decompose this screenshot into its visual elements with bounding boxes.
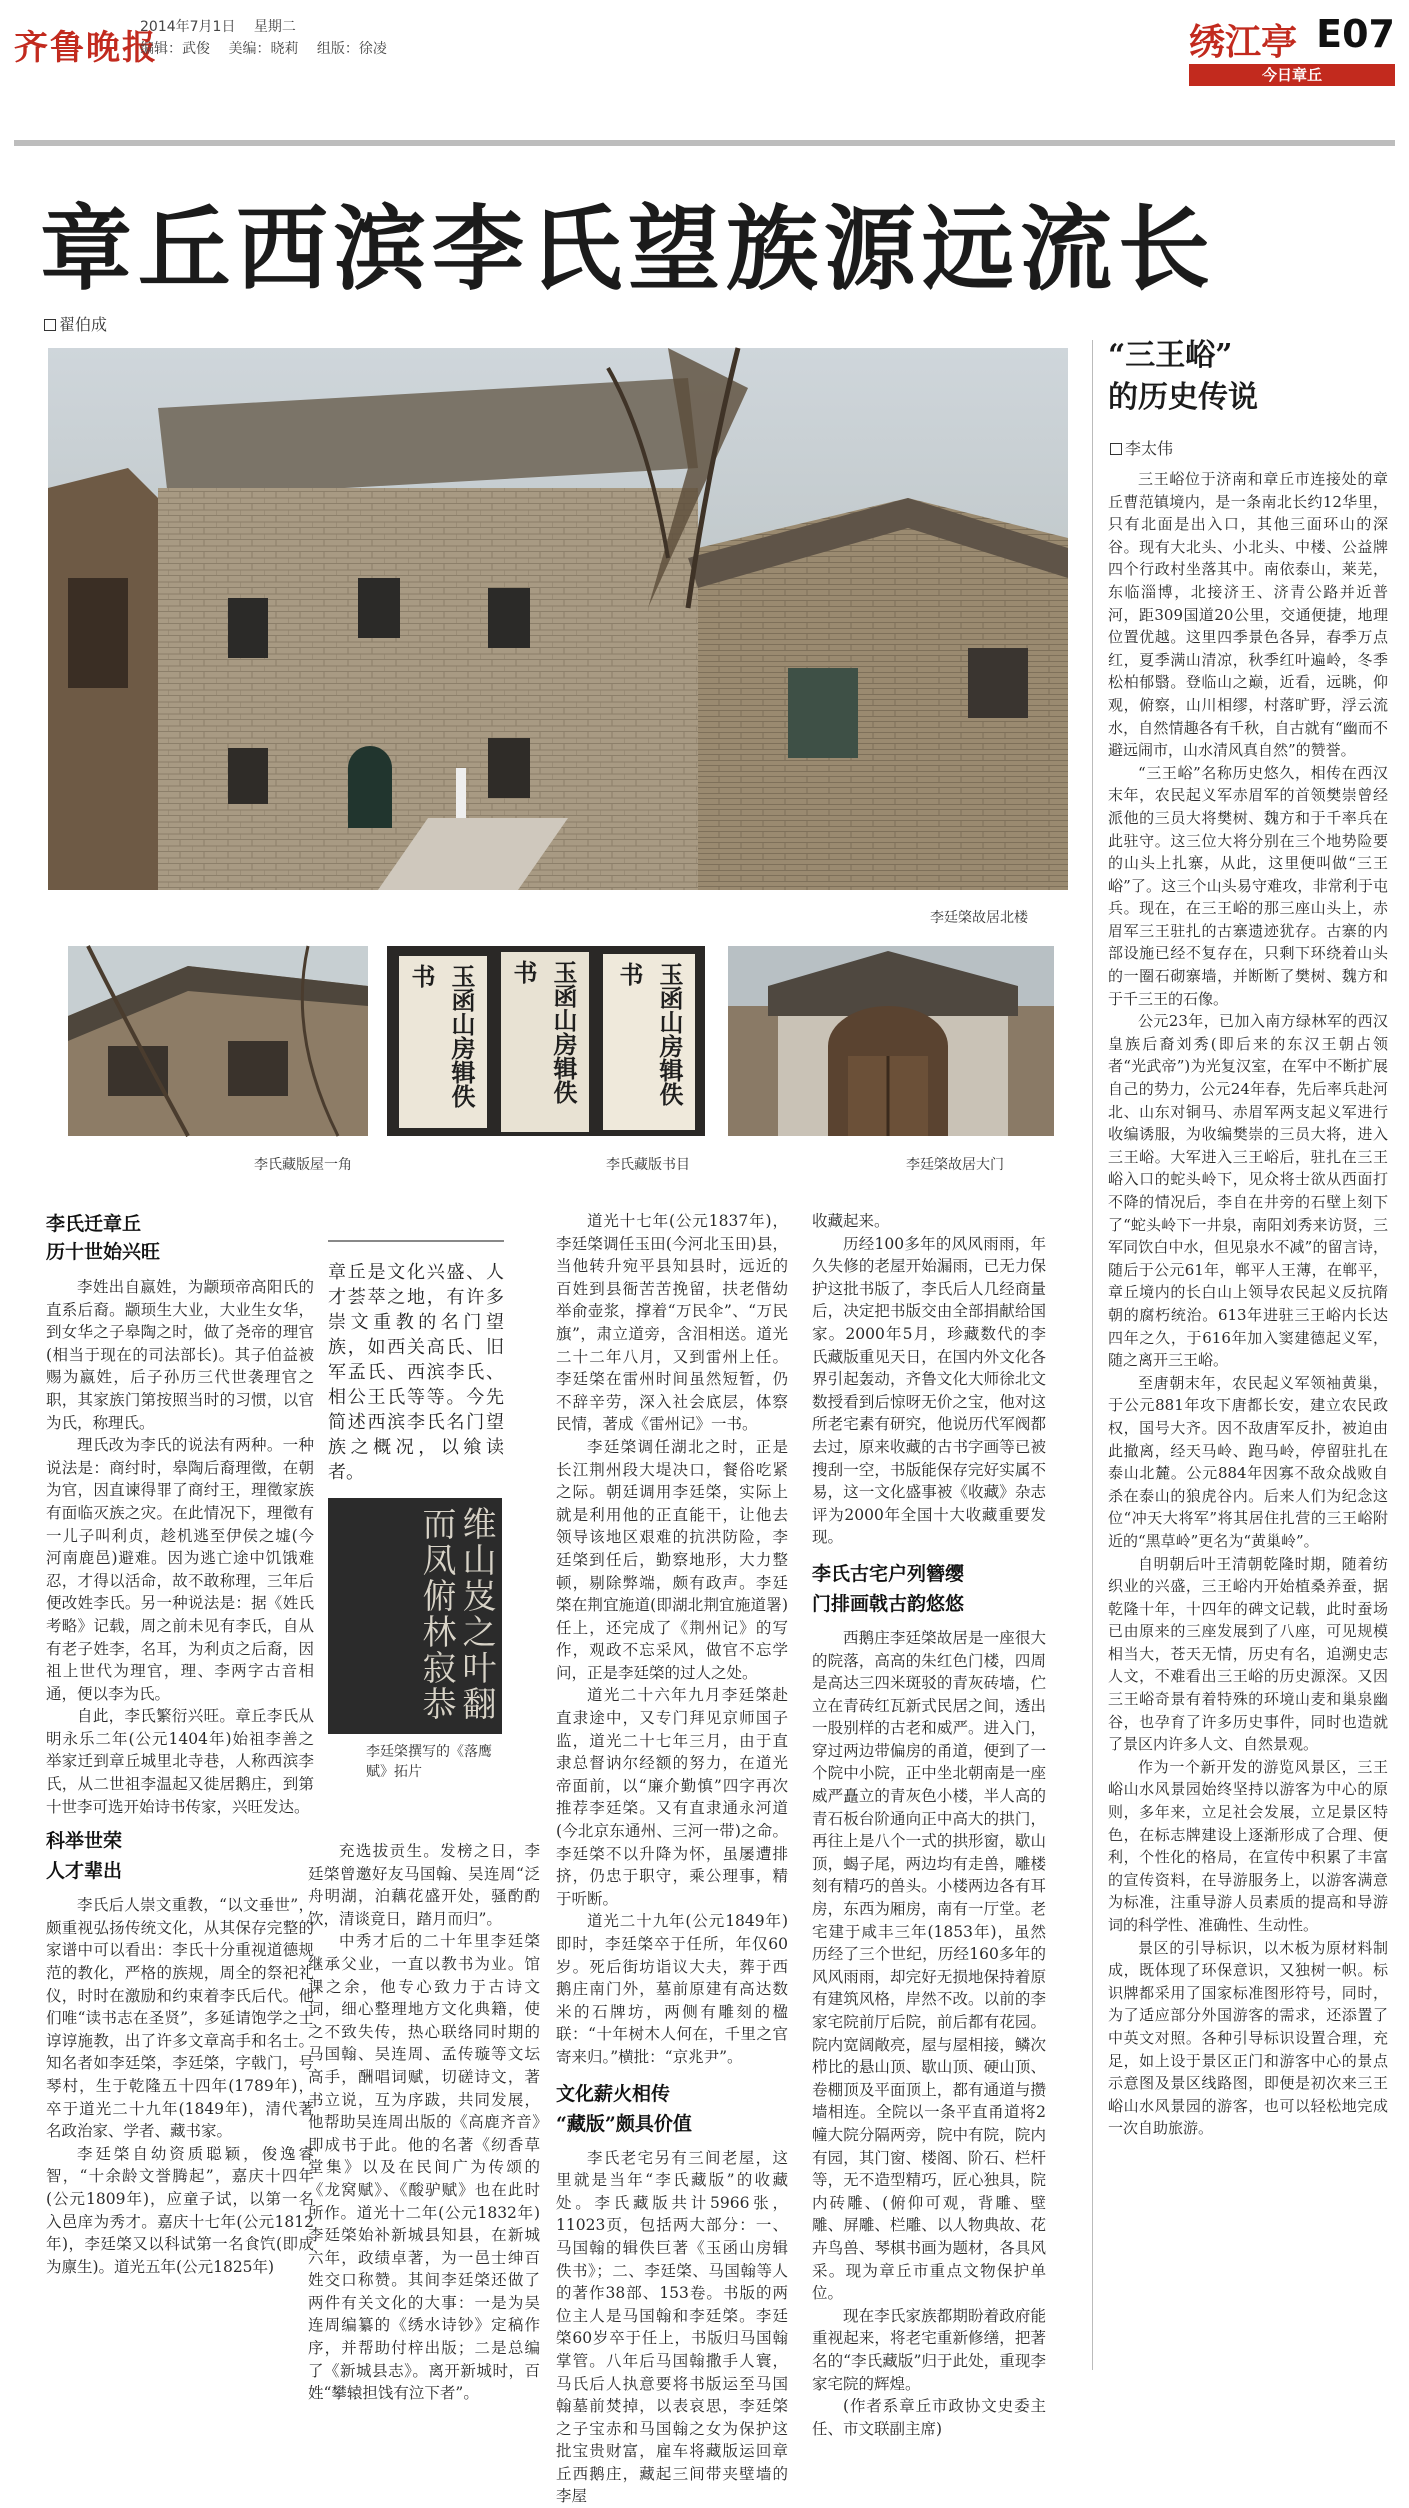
section-heading-3b: “藏版”颇具价值 <box>556 2112 692 2135</box>
article-column-2 <box>308 1840 540 2403</box>
section-subtitle: 今日章丘 <box>1189 64 1395 86</box>
photo-caption-2: 李氏藏版书目 <box>606 1157 690 1173</box>
book-cover-2: 玉函山房辑佚书 <box>501 952 589 1132</box>
article-column-3 <box>556 1210 788 2506</box>
sidebar-title-line2: 的历史传说 <box>1108 380 1258 415</box>
main-photo-north-building <box>48 348 1068 890</box>
paragraph: 李氏老宅另有三间老屋，这里就是当年“李氏藏版”的收藏处。李氏藏版共计5966张，11023页，包括两大部分：一、马国翰的辑佚巨著《玉函山房辑佚书》；二、李廷棨、马国翰等人的著作38部、153卷。书版的两位主人是马国翰和李廷棨。李廷棨60岁卒于任上，书版归马国翰掌管。八年后马国翰撒手人寰，马氏后人执意要将书版运至马国翰墓前焚掉，以表哀思，李廷棨之子宝赤和马国翰之女为保护这批宝贵财富，雇车将藏版运回章丘西鹅庄，藏起三间带夹壁墙的李屋 <box>556 2148 788 2506</box>
paragraph: 李廷棨调任湖北之时，正是长江荆州段大堤决口，餐俗吃紧之际。朝廷调用李廷棨，实际上就是利用他的正直能干，让他去领导该地区艰难的抗洪防险，李廷棨到任后，勤察地形，大力整顿，剔除弊端，颇有政声。李廷棨在荆宜施道(即湖北荆宜施道署)任上，还完成了《荆州记》的写作，观政不忘采风，做官不忘学问，正是李廷棨的过人之处。 <box>556 1437 788 1682</box>
section-heading-2b: 人才辈出 <box>46 1860 123 1883</box>
issue-date: 2014年7月1日 <box>140 19 236 35</box>
photo-book-list <box>387 946 705 1136</box>
paragraph: 三王峪位于济南和章丘市连接处的章丘曹范镇境内，是一条南北长约12华里，只有北面是出入口，其他三面环山的深谷。现有大北头、小北头、中楼、公益牌四个行政村坐落其中。南依泰山，莱芜，东临淄博，北接济王、济青公路并近普河，距309国道20公里，交通便捷，地理位置优越。这里四季景色各异，春季万点红，夏季满山清凉，秋季红叶遍岭，冬季松柏郁翳。登临山之巅，近看，远眺，仰观，俯察，山川相缪，村落旷野，浮云流水，自然情趣各有千秋，自古就有“幽而不避远闹市，山水清风真自然”的赞誉。 <box>1108 470 1388 760</box>
article-byline: 翟伯成 <box>44 312 107 335</box>
paragraph: 道光二十六年九月李廷棨赴直隶途中，又专门拜见京师国子监，道光二十七年三月，由于直隶总督讷尔经额的努力，在道光帝面前，以“廉介勤慎”四字再次推荐李廷棨。又有直隶通永河道(今北京东通州、三河一带)之命。李廷棨不以升降为怀，虽屡遭排挤，仍忠于职守，乘公理事，精于听断。 <box>556 1686 788 1908</box>
author-note: (作者系章丘市政协文史委主任、市文联副主席) <box>812 2397 1046 2438</box>
rubbing-image <box>328 1498 502 1734</box>
paragraph: 历经100多年的风风雨雨，年久失修的老屋开始漏雨，已无力保护这批书版了，李氏后人几经商量后，决定把书版交由全部捐献给国家。2000年5月，珍藏数代的李氏藏版重见天日，在国内外文化各界引起轰动，齐鲁文化大师徐北文数授看到后惊呀无价之宝，他对这所老宅素有研究，他说历代军阀都去过，原来收藏的古书字画等已被搜刮一空，书版能保存完好实属不易，这一文化盛事被《收藏》杂志评为2000年全国十大收藏重要发现。 <box>812 1234 1046 1547</box>
designer-credit: 美编：晓莉 <box>228 41 299 57</box>
proof-credit: 组版：徐凌 <box>316 41 387 57</box>
building-illustration <box>48 348 1068 890</box>
paragraph: 自此，李氏繁衍兴旺。章丘李氏从明永乐二年(公元1404年)始祖李善之举家迁到章丘城里北寺巷，人称西滨李氏，从二世祖李温起又徙居鹅庄，到第十世李可选开始诗书传家，兴旺发达。 <box>46 1707 314 1816</box>
paragraph: 理氏改为李氏的说法有两种。一种说法是：商纣时，皋陶后裔理徵，在朝为官，因直谏得罪了商纣王，理徵家族有面临灭族之灾。在此情况下，理徵有一儿子叫利贞，趁机逃至伊侯之墟(今河南鹿邑)避难。因为逃亡途中饥饿难忍，才得以活命，故不敢称理，三年后便改姓李氏。另一种说法是：据《姓氏考略》记载，周之前未见有李氏，自从有老子姓李，名耳，为利贞之后裔，因祖上世代为理官，理、李两字古音相通，便以李为氏。 <box>46 1436 314 1703</box>
section-header <box>1189 10 1395 86</box>
staff-row <box>140 38 401 58</box>
paragraph: 作为一个新开发的游览风景区，三王峪山水风景园始终坚持以游客为中心的原则，多年来，立足社会发展，立足景区特色，在标志牌建设上逐渐形成了合理、便利，个性化的格局，在宣传中积累了丰富的宣传资料，在导游服务上，以游客满意为标准，注重导游人员素质的提高和导游词的科学性、准确性、生动性。 <box>1108 1757 1388 1934</box>
sidebar-divider <box>1092 340 1093 2370</box>
paragraph: 中秀才后的二十年里李廷棨继承父业，一直以教书为业。馆课之余，他专心致力于古诗文词，细心整理地方文化典籍，使之不致失传，热心联络同时期的马国翰、吴连周、孟传璇等文坛高手，酬唱词赋，切磋诗文，著书立说，互为序跋，共同发展，他帮助吴连周出版的《高鹿齐音》即成书于此。他的名著《纫香草堂集》以及在民间广为传颂的《龙窝赋》、《酸驴赋》也在此时所作。道光十二年(公元1832年)李廷棨始补新城县知县，在新城六年，政绩卓著，为一邑士绅百姓交口称赞。其间李廷棨还做了两件有关文化的大事：一是为吴连周编纂的《绣水诗钞》定稿作序，并帮助付梓出版；二是总编了《新城县志》。离开新城时，百姓“攀辕担饯有泣下者”。 <box>308 1932 540 2403</box>
intro-box: 章丘是文化兴盛、人才荟萃之地，有许多崇文重教的名门望族，如西关高氏、旧军孟氏、西滨李氏、相公王氏等等。今先简述西滨李氏名门望族之概况，以飨读者。 <box>328 1240 504 1485</box>
paragraph: 充选拔贡生。发榜之日，李廷棨曾邀好友马国翰、吴连周“泛舟明湖，泊藕花盛开处，骚酌酌饮，清谈竟日，踏月而归”。 <box>308 1842 540 1928</box>
paragraph: 道光十七年(公元1837年)，李廷棨调任玉田(今河北玉田)县，当他转升宛平县知县时，远近的百姓到县衙苦苦挽留，扶老偕幼举俞壶浆，撑着“万民伞”、“万民旗”，肃立道旁，含泪相送。道光二十二年八月，又到雷州上任。李廷棨在雷州时间虽然短暂，仍不辞辛劳，深入社会底层，体察民情，著成《雷州记》一书。 <box>556 1212 788 1434</box>
paragraph: 公元23年，已加入南方绿林军的西汉皇族后裔刘秀(即后来的东汉王朝占领者“光武帝”)为光复汉室，在军中不断扩展自己的势力，公元24年春，先后率兵赴河北、山东对铜马、赤眉军两支起义军进行收编诱服，为收编樊崇的三员大将，进入三王峪。大军进入三王峪后，驻扎在三王峪入口的蛇头岭下，见众将士欲从西面打不降的情况后，李自在井旁的石壁上刻下了“蛇头岭下一井泉，南阳刘秀来访贤，三军同饮白中水，但见泉水不减”的留言诗，随后于公元61年，郸平人王薄，在郸平，章丘境内的长白山上领导农民起义反抗隋朝的腐朽统治。613年进驻三王峪内长达四年之久，于616年加入窦建德起义军，随之离开三王峪。 <box>1108 1012 1388 1370</box>
article-headline: 章丘西滨李氏望族源远流长 <box>40 195 1217 303</box>
section-heading-1a: 李氏迁章丘 <box>46 1213 142 1235</box>
section-heading-3a: 文化薪火相传 <box>556 2082 671 2105</box>
issue-date-row <box>140 16 310 36</box>
section-heading-4a: 李氏古宅户列簪缨 <box>812 1562 965 1585</box>
editor-credit: 编辑：武俊 <box>140 41 210 57</box>
photo-former-residence-gate <box>728 946 1054 1136</box>
section-name: 绣江亭 <box>1189 22 1298 63</box>
book-cover-3: 玉函山房辑佚书 <box>603 954 695 1130</box>
paragraph: 收藏起来。 <box>812 1212 890 1230</box>
paragraph: 景区的引导标识，以木板为原材料制成，既体现了环保意识，又独树一帜。标识牌都采用了国家标准图形符号，同时，为了适应部分外国游客的需求，还添置了中英文对照。各种引导标识设置合理，充足，如上设于景区正门和游客中心的景点示意图及景区线路图，即便是初次来三王峪山水风景园的游客，也可以轻松地完成一次自助旅游。 <box>1108 1938 1388 2138</box>
paper-name-logo: 齐鲁晚报 <box>14 28 158 68</box>
header-divider <box>14 140 1395 146</box>
section-heading-2a: 科举世荣 <box>46 1830 123 1853</box>
paragraph: 李姓出自嬴姓，为颛顼帝高阳氏的直系后裔。颛顼生大业，大业生女华，到女华之子皋陶之时，做了尧帝的理官(相当于现在的司法部长)。其子伯益被赐为嬴姓，后子孙历三代世袭理官之职，其家族门第按照当时的习惯，以官为氏，称理氏。 <box>46 1278 314 1432</box>
article-column-4 <box>812 1210 1046 2438</box>
photo-printing-house-corner <box>68 946 368 1136</box>
paragraph: 至唐朝末年，农民起义军领袖黄巢，于公元881年攻下唐都长安，建立农民政权，国号大齐。因不敌唐军反扑，被迫由此撤离，经天马岭、跑马岭，停留驻扎在泰山北麓。公元884年因寡不敌众战败自杀在泰山的狼虎谷内。后来人们为纪念这位“冲天大将军”将其居住扎营的三王峪附近的“黑草岭”更名为“黄巢岭”。 <box>1108 1373 1388 1550</box>
section-heading-1b: 历十世始兴旺 <box>46 1241 161 1263</box>
section-heading-4b: 门排画戟古韵悠悠 <box>812 1592 965 1615</box>
paragraph: 道光二十九年(公元1849年)即时，李廷棨卒于任所，年仅60岁。死后街坊诣议大夫，葬于西鹅庄南门外，墓前原建有高达数米的石牌坊，两侧有雕刻的楹联：“十年树木人何在，千里之官寄来归。”横批：“京兆尹”。 <box>556 1912 788 2066</box>
article-column-1 <box>46 1210 314 2370</box>
masthead <box>0 0 1409 100</box>
sidebar-title-line1: “三王峪” <box>1108 338 1233 373</box>
paragraph: 西鹅庄李廷棨故居是一座很大的院落，高高的朱红色门楼，四周是高达三四米斑驳的青灰砖墙，伫立在青砖红瓦新式民居之间，透出一股别样的古老和威严。进入门，穿过两边带偏房的甬道，便到了一个院中小院，正中坐北朝南是一座威严矗立的青灰色小楼，半人高的青石板台阶通向正中高大的拱门，再往上是八个一式的拱形窗，歇山顶，蝎子尾，两边均有走兽，雕楼刻有精巧的兽头。小楼两边各有耳房，东西为厢房，南有一厅堂。老宅建于咸丰三年(1853年)，虽然历经了三个世纪，历经160多年的风风雨雨，却完好无损地保持着原有建筑风格，岸然不改。以前的李家宅院前厅后院，前后都有花园。院内宽阔敞亮，屋与屋相接，鳞次栉比的悬山顶、歇山顶、硬山顶、卷棚顶及平面顶上，都有通道与攒墙相连。全院以一条平直甬道将2幢大院分隔两旁，院中有院，院内有园，其门窗、楼阁、阶石、栏杆等，无不造型精巧，匠心独具，院内砖雕、(俯仰可观，背雕、壁雕、屏雕、栏雕、以人物典故、花卉鸟兽、琴棋书画为题材，各具风采。现为章丘市重点文物保护单位。 <box>812 1628 1046 2303</box>
sidebar-article <box>1108 468 1388 2368</box>
sidebar-byline: 李太伟 <box>1110 436 1173 459</box>
paragraph: “三王峪”名称历史悠久，相传在西汉末年，农民起义军赤眉军的首领樊崇曾经派他的三员大将樊树、魏方和于千率兵在此驻守。这三位大将分别在三个地势险要的山头上扎寨，从此，这里便叫做“三王峪”了。这三个山头易守难攻，非常利于屯兵。现在，在三王峪的那三座山头上，赤眉军三王驻扎的古寨遗迹犹存。古寨的内部设施已经不复存在，只剩下环绕着山头的一圈石砌寨墙，并断断了樊树、魏方和于千三王的石像。 <box>1108 763 1388 1008</box>
photo-caption-3: 李廷棨故居大门 <box>906 1157 1004 1173</box>
paragraph: 自明朝后叶王清朝乾隆时期，随着纺织业的兴盛，三王峪内开始植桑养蚕，据乾隆十年，十四年的碑文记载，此时蚕场已由原来的三座发展到了八座，可见规模相当大，苍天无情，历史有名，追溯史志人文，不难看出三王峪的历史源深。又因三王峪奇景有着特殊的环境山麦和巢泉幽谷，也孕育了许多历史事件，同时也造就了景区内许多人文、自然景观。 <box>1108 1554 1388 1754</box>
rubbing-caption: 李廷棨撰写的《落鹰赋》拓片 <box>366 1744 492 1780</box>
page-number: E07 <box>1316 12 1395 56</box>
paragraph: 现在李氏家族都期盼着政府能重视起来，将老宅重新修缮，把著名的“李氏藏版”归于此处，重现李家宅院的辉煌。 <box>812 2306 1046 2393</box>
rubbing-calligraphy: 维山岌之叶翻而凤俯林寂恭 <box>416 1506 496 1722</box>
issue-weekday: 星期二 <box>253 19 296 35</box>
main-photo-caption: 李廷棨故居北楼 <box>930 910 1028 926</box>
book-cover-1: 玉函山房辑佚书 <box>399 956 487 1128</box>
paragraph: 李廷棨自幼资质聪颖，俊逸睿智，“十余龄文誉腾起”，嘉庆十四年(公元1809年)，应童子试，以第一名入邑庠为秀才。嘉庆十七年(公元1812年)，李廷棨又以科试第一名食饩(即成为廪生)。道光五年(公元1825年) <box>46 2144 314 2276</box>
sidebar-title <box>1108 335 1258 419</box>
photo-caption-1: 李氏藏版屋一角 <box>254 1157 352 1173</box>
paragraph: 李氏后人崇文重教，“以文垂世”，颇重视弘扬传统文化，从其保存完整的家谱中可以看出：李氏十分重视道德规范的教化，严格的族规，周全的祭祀礼仪，时时在激励和约束着李氏后代。他们唯“读书志在圣贤”，多延请饱学之士谆谆施教，出了许多文章高手和名士。知名者如李廷棨，李廷棨，字戟门，号琴村，生于乾隆五十四年(1789年)，卒于道光二十九年(1849年)，清代著名政治家、学者、藏书家。 <box>46 1896 314 2141</box>
